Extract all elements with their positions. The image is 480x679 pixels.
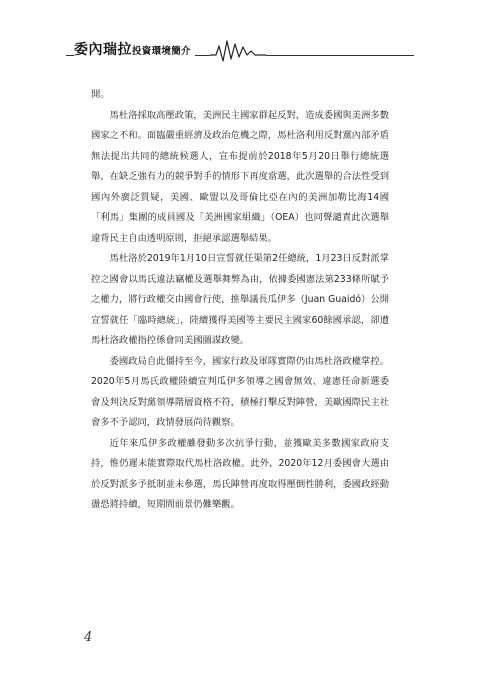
header-title-main: 委內瑞拉 [74, 42, 132, 58]
paragraph-continuation: 開。 [91, 89, 110, 100]
running-header [0, 34, 480, 64]
paragraph: 委國政局自此僵持至今，國家行政及軍隊實際仍由馬杜洛政權掌控。2020年5月馬氏政權陸續宣判瓜伊多領導之國會無效、違憲任命新選委會及判決反對黨領導階層資格不符，積極打擊反對陣營，美歐國際民主社會多不予認同，政情發展尚待觀察。 [91, 355, 389, 428]
paragraph: 馬杜洛於2019年1月10日宣誓就任渠第2任總統，1月23日反對派掌控之國會以馬氏違法竊權及選舉舞弊為由，依據委國憲法第233條所賦予之權力，將行政權交由國會行使，推舉議長瓜伊多（Juan Guaidó）公開宣誓就任「臨時總統」，陸續獲得美國等主要民主國家60餘國承認，卻遭馬杜洛政權指控係會同美國圖謀政變。 [91, 253, 389, 346]
header-title [74, 39, 195, 59]
paragraph: 近年來瓜伊多政權雖發動多次抗爭行動，並獲歐美多數國家政府支持，惟仍遲未能實際取代馬杜洛政權。此外，2020年12月委國會大選由於反對派多予抵制並未參選，馬氏陣營再度取得壓倒性勝利，委國政經動盪恐將持續，短期間前景仍難樂觀。 [91, 437, 389, 510]
page-number: 4 [84, 630, 93, 645]
paragraph: 馬杜洛採取高壓政策，美洲民主國家群起反對，造成委國與美洲多數國家之不和。面臨嚴重經濟及政治危機之際，馬杜洛利用反對黨內部矛盾無法提出共同的總統候選人，宣布提前於2018年5月20日舉行總統選舉，在缺乏強有力的競爭對手的情形下再度當選，此次選舉的合法性受到國內外廣泛質疑，美國、歐盟以及哥倫比亞在內的美洲加勒比海14國「利馬」集團的成員國及「美洲國家組織」（OEA）也同聲譴責此次選舉違背民主自由透明原則，拒絕承認選舉結果。 [91, 109, 389, 244]
heartbeat-wave-icon [210, 37, 266, 63]
header-title-sub: 投資環境簡介 [132, 46, 191, 57]
body-text [91, 85, 389, 516]
